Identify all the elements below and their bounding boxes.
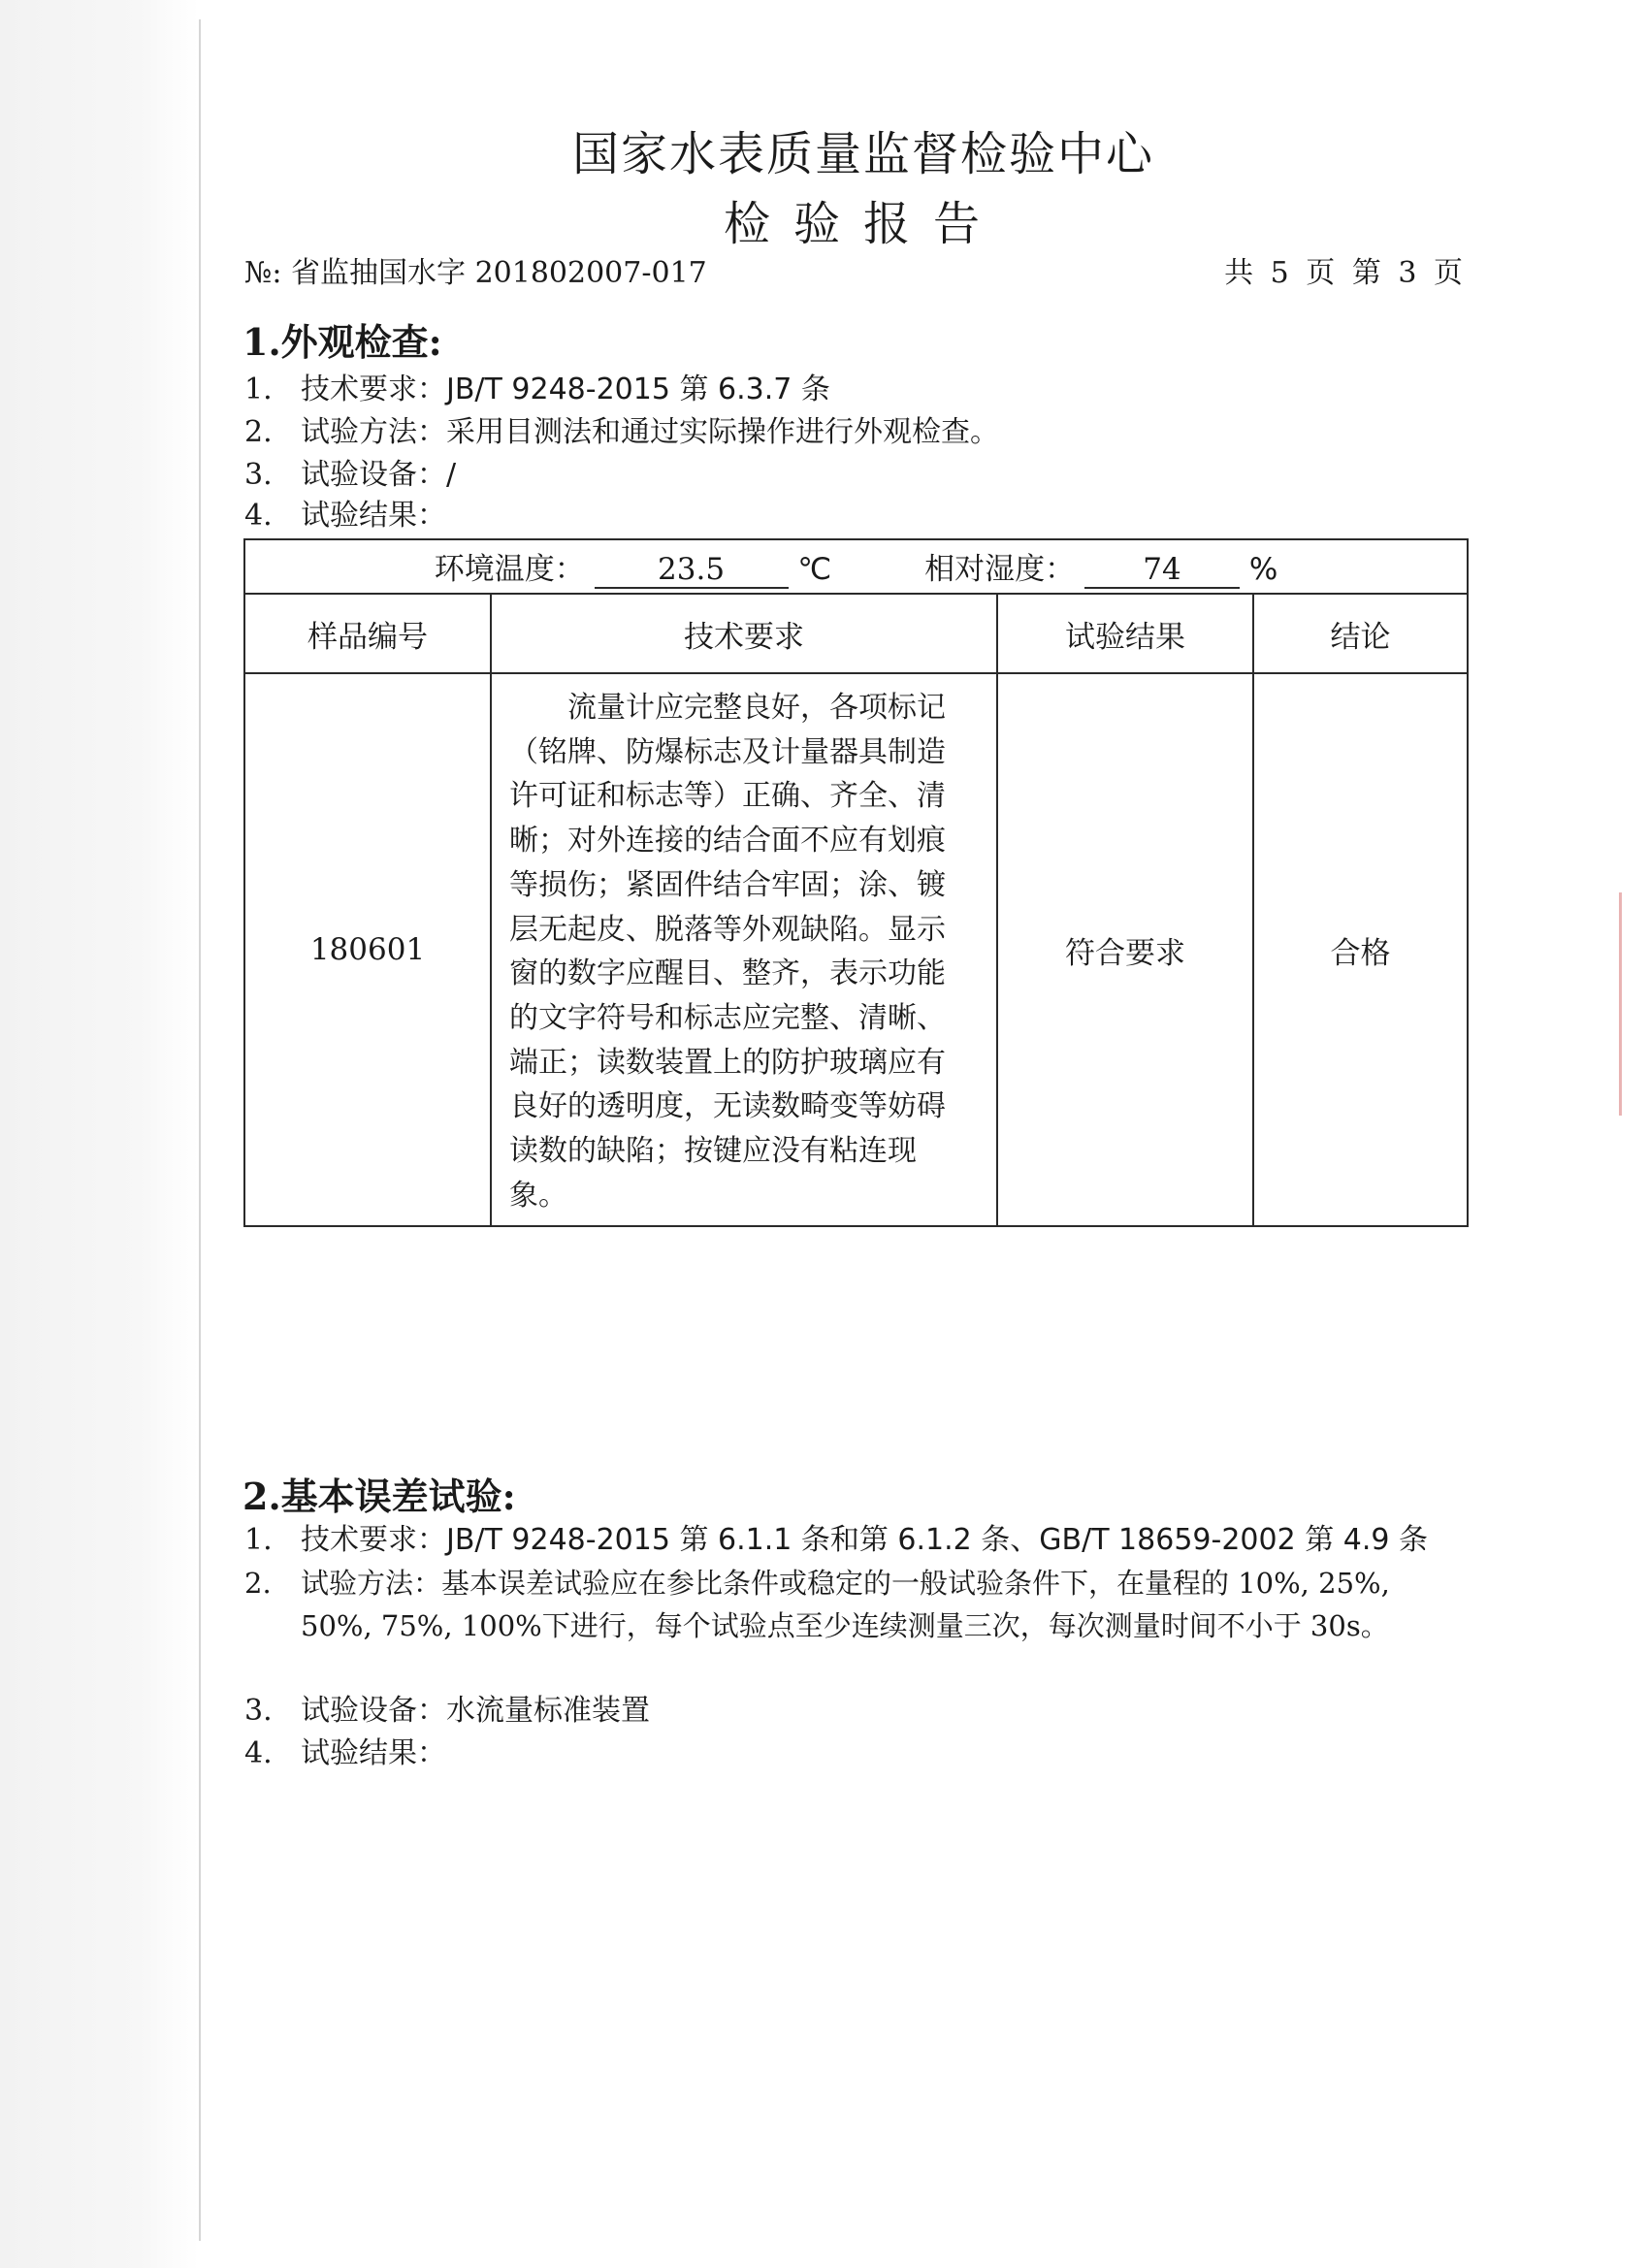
page-indicator: 共 5 页 第 3 页 [1224, 256, 1467, 290]
item-number: 2. [244, 415, 273, 449]
table-row [244, 673, 1468, 1226]
result-cell: 符合要求 [997, 673, 1253, 1226]
temperature-value: 23.5 [595, 552, 789, 589]
environment-cell [244, 539, 1468, 594]
header-result: 试验结果 [997, 594, 1253, 673]
report-title: 检验报告 [723, 197, 1003, 251]
list-item [244, 1733, 446, 1775]
humidity-label: 相对湿度： [924, 552, 1076, 587]
list-item [244, 1519, 1428, 1562]
item-text: 试验结果： [301, 1736, 446, 1770]
item-number: 3. [244, 458, 273, 492]
appearance-result-table [243, 538, 1469, 1227]
temperature-unit: ℃ [797, 552, 832, 587]
conclusion-cell: 合格 [1253, 673, 1468, 1226]
item-text: 试验方法：采用目测法和通过实际操作进行外观检查。 [301, 415, 999, 449]
item-text: 技术要求：JB/T 9248-2015 第 6.1.1 条和第 6.1.2 条、GB/T 18659-2002 第 4.9 条 [301, 1523, 1428, 1557]
item-number: 2. [244, 1567, 272, 1600]
header-conclusion: 结论 [1253, 594, 1468, 673]
center-title: 国家水表质量监督检验中心 [571, 127, 1154, 181]
item-text: 技术要求：JB/T 9248-2015 第 6.3.7 条 [301, 373, 830, 406]
list-item [244, 369, 830, 411]
humidity-value: 74 [1084, 552, 1240, 589]
item-number: 4. [244, 499, 273, 533]
list-item [244, 1562, 1469, 1647]
sample-number-cell: 180601 [244, 673, 491, 1226]
report-number: №: 省监抽国水字 201802007-017 [244, 256, 707, 290]
header-requirement: 技术要求 [491, 594, 997, 673]
header-sample-no: 样品编号 [244, 594, 491, 673]
item-number: 1. [244, 373, 273, 406]
item-text: 试验设备：水流量标准装置 [301, 1694, 650, 1728]
item-text: 试验结果： [301, 499, 446, 533]
temperature-label: 环境温度： [434, 552, 585, 587]
item-number: 3. [244, 1694, 273, 1728]
list-item [244, 1690, 650, 1733]
environment-row [244, 539, 1468, 594]
requirement-text: 流量计应完整良好，各项标记（铭牌、防爆标志及计量器具制造许可证和标志等）正确、齐全、清晰；对外连接的结合面不应有划痕等损伤；紧固件结合牢固；涂、镀层无起皮、脱落等外观缺陷。显示窗的数字应醒目、整齐，表示功能的文字符号和标志应完整、清晰、端正；读数装置上的防护玻璃应有良好的透明度，无读数畸变等妨碍读数的缺陷；按键应没有粘连现象。 [509, 691, 946, 1213]
item-text: 试验设备：/ [301, 458, 457, 492]
table-header-row [244, 594, 1468, 673]
list-item [244, 411, 999, 454]
item-text: 试验方法：基本误差试验应在参比条件或稳定的一般试验条件下，在量程的 10%, 25%, 50%, 75%, 100%下进行，每个试验点至少连续测量三次，每次测量时间不小于 30s。 [301, 1567, 1390, 1642]
item-number: 1. [244, 1523, 273, 1557]
humidity-unit: % [1248, 552, 1278, 587]
section-title-basic-error: 2.基本误差试验: [242, 1474, 516, 1518]
requirement-cell [491, 673, 997, 1226]
item-number: 4. [244, 1736, 273, 1770]
list-item [244, 495, 446, 537]
list-item [244, 454, 456, 497]
section-title-appearance: 1.外观检查: [242, 320, 442, 364]
